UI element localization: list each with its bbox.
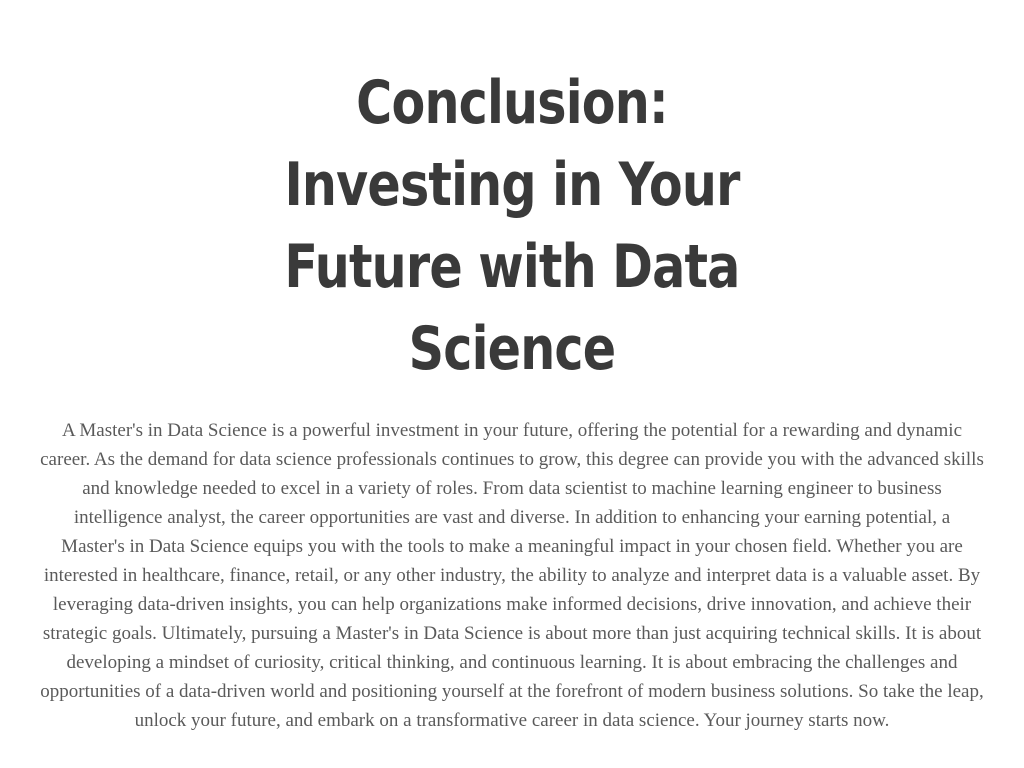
- slide-body-paragraph: A Master's in Data Science is a powerful investment in your future, offering the potential for a rewarding and dynamic career. As the demand for data science professionals continues to grow, this degree can provide you with the advanced skills and knowledge needed to excel in a variety of roles. From data scientist to machine learning engineer to business intelligence analyst, the career opportunities are vast and diverse. In addition to enhancing your earning potential, a Master's in Data Science equips you with the tools to make a meaningful impact in your chosen field. Whether you are interested in healthcare, finance, retail, or any other industry, the ability to analyze and interpret data is a valuable asset. By leveraging data-driven insights, you can help organizations make informed decisions, drive innovation, and achieve their strategic goals. Ultimately, pursuing a Master's in Data Science is about more than just acquiring technical skills. It is about developing a mindset of curiosity, critical thinking, and continuous learning. It is about embracing the challenges and opportunities of a data-driven world and positioning yourself at the forefront of modern business solutions. So take the leap, unlock your future, and embark on a transformative career in data science. Your journey starts now.: [40, 420, 984, 731]
- slide-title: Conclusion: Investing in Your Future with Data Science: [284, 68, 740, 384]
